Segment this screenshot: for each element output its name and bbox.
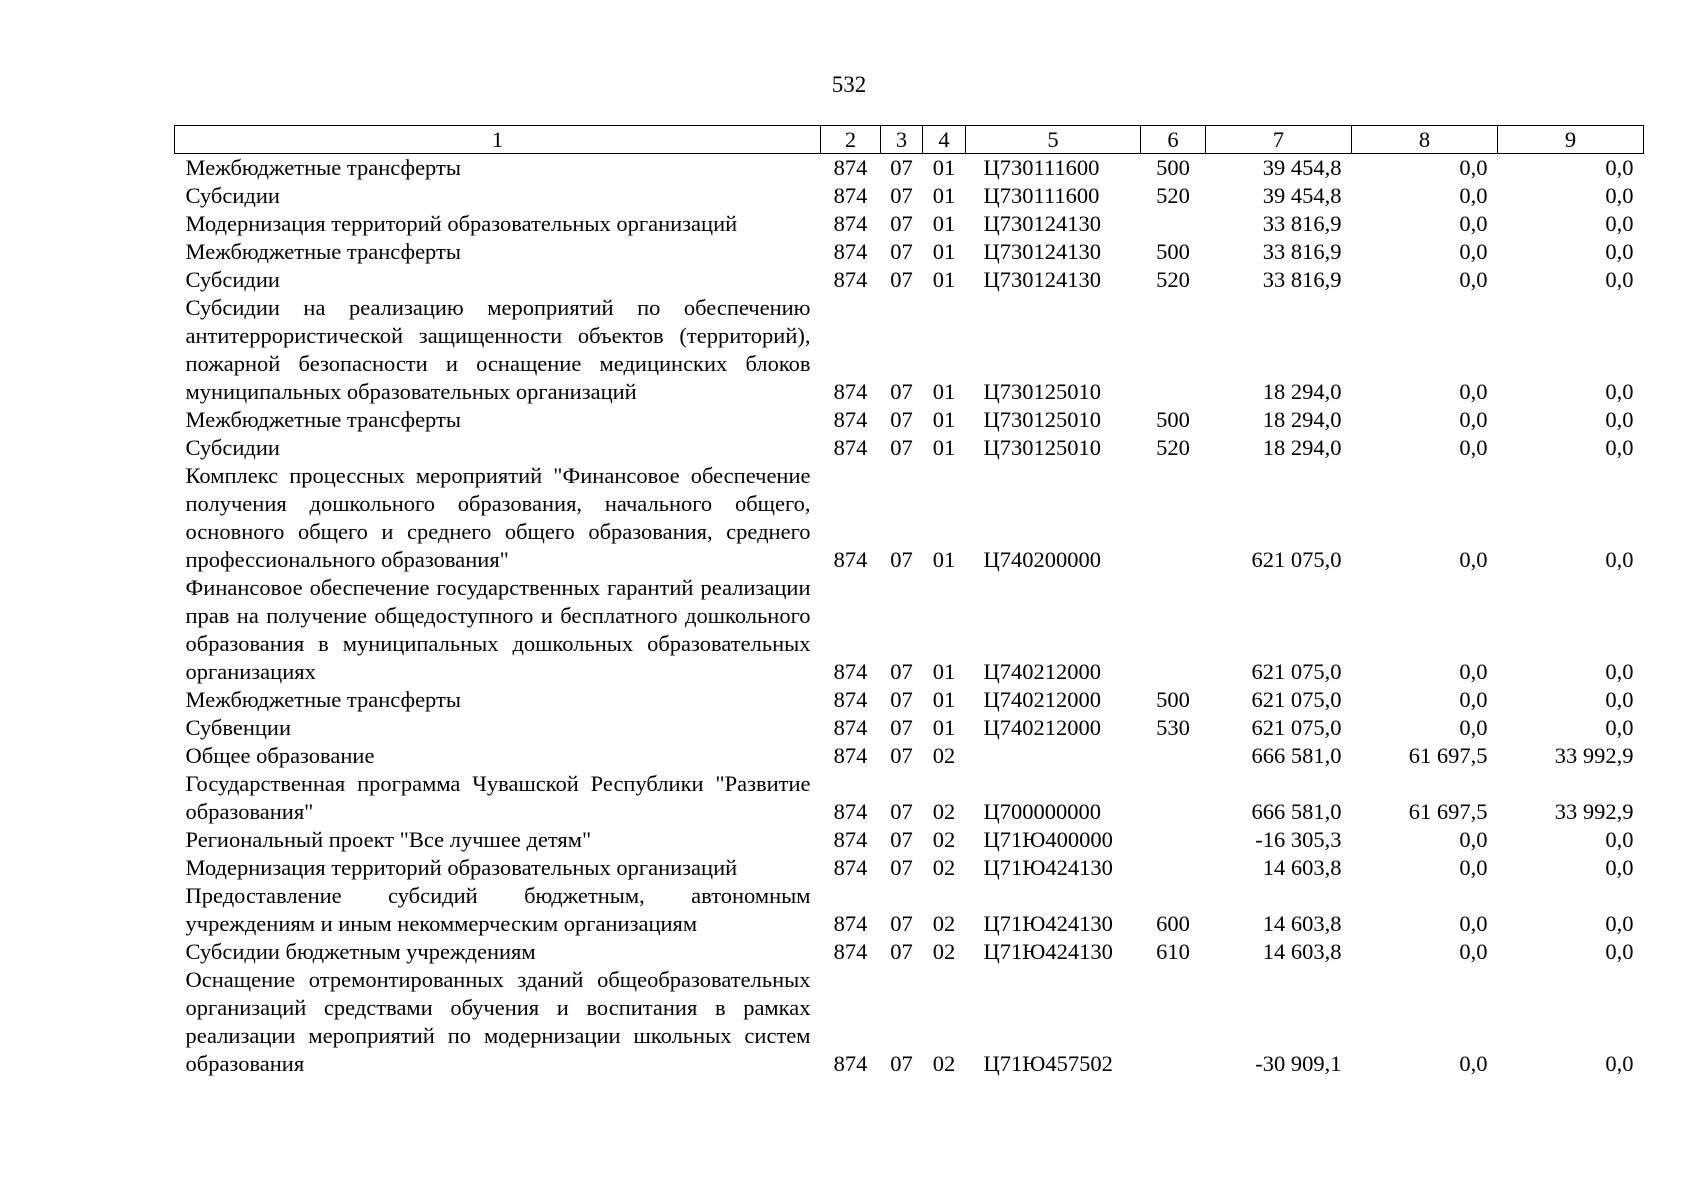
- code-podrazdel: 02: [932, 743, 956, 768]
- amount-col8: 0,0: [1459, 211, 1488, 236]
- table-header: [175, 126, 1644, 154]
- row-label: Межбюджетные трансферты: [185, 239, 461, 264]
- row-label: Субсидии: [185, 435, 280, 460]
- table-row: [175, 294, 1644, 406]
- amount-col7: 33 816,9: [1262, 211, 1342, 236]
- table-row: [175, 854, 1644, 882]
- code-gruppa: 874: [833, 687, 868, 712]
- amount-col7: 14 603,8: [1262, 939, 1342, 964]
- table-row: [175, 238, 1644, 266]
- row-label: Общее образование: [185, 743, 375, 768]
- amount-col7: 666 581,0: [1251, 743, 1342, 768]
- amount-col8: 0,0: [1459, 407, 1488, 432]
- row-label: Субвенции: [185, 715, 291, 740]
- code-gruppa: 874: [833, 799, 868, 824]
- table-row: [175, 742, 1644, 770]
- amount-col9: 0,0: [1605, 939, 1634, 964]
- code-razdel: 07: [890, 659, 913, 684]
- amount-col9: 0,0: [1605, 715, 1634, 740]
- amount-col8: 0,0: [1459, 687, 1488, 712]
- row-label: Модернизация территорий образовательных организаций: [185, 855, 738, 880]
- code-gruppa: 874: [833, 939, 868, 964]
- code-podrazdel: 01: [932, 715, 956, 740]
- row-label: Субсидии на реализацию мероприятий по обеспечению антитеррористической защищенности объектов (территорий), пожарной безопасности и оснащение медицинских блоков муниципальных образовательных организаций: [185, 295, 811, 404]
- code-razdel: 07: [890, 267, 913, 292]
- code-vid: [1141, 462, 1206, 574]
- amount-col7: 621 075,0: [1251, 715, 1342, 740]
- amount-col8: 0,0: [1459, 547, 1488, 572]
- code-gruppa: 874: [833, 379, 868, 404]
- amount-col9: 0,0: [1605, 827, 1634, 852]
- code-vid: [1141, 966, 1206, 1078]
- amount-col9: 0,0: [1605, 183, 1634, 208]
- table-row: [175, 266, 1644, 294]
- code-podrazdel: 02: [932, 1051, 956, 1076]
- column-header: 7: [1206, 126, 1352, 154]
- table-row: [175, 210, 1644, 238]
- amount-col9: 0,0: [1605, 407, 1634, 432]
- code-target: Ц730125010: [983, 435, 1101, 460]
- code-vid: 600: [1156, 911, 1190, 936]
- code-vid: 520: [1156, 267, 1190, 292]
- amount-col8: 0,0: [1459, 715, 1488, 740]
- amount-col8: 0,0: [1459, 379, 1488, 404]
- code-target: Ц730124130: [983, 267, 1101, 292]
- amount-col8: 0,0: [1459, 155, 1488, 180]
- code-gruppa: 874: [833, 407, 868, 432]
- amount-col8: 61 697,5: [1408, 799, 1488, 824]
- column-header: 3: [881, 126, 923, 154]
- row-label: Государственная программа Чувашской Республики "Развитие образования": [185, 771, 811, 824]
- table-row: [175, 882, 1644, 938]
- code-target: Ц71Ю400000: [983, 827, 1113, 852]
- row-label: Межбюджетные трансферты: [185, 407, 461, 432]
- code-target: [966, 742, 1141, 770]
- code-razdel: 07: [890, 687, 913, 712]
- code-gruppa: 874: [833, 183, 868, 208]
- code-razdel: 07: [890, 379, 913, 404]
- amount-col7: 666 581,0: [1251, 799, 1342, 824]
- table-row: [175, 826, 1644, 854]
- code-target: Ц730111600: [983, 155, 1100, 180]
- code-podrazdel: 01: [932, 211, 956, 236]
- amount-col9: 0,0: [1605, 687, 1634, 712]
- amount-col8: 0,0: [1459, 939, 1488, 964]
- amount-col8: 0,0: [1459, 183, 1488, 208]
- table-row: [175, 574, 1644, 686]
- table-row: [175, 434, 1644, 462]
- code-razdel: 07: [890, 239, 913, 264]
- code-razdel: 07: [890, 1051, 913, 1076]
- code-gruppa: 874: [833, 267, 868, 292]
- code-gruppa: 874: [833, 1051, 868, 1076]
- row-label: Субсидии: [185, 183, 280, 208]
- amount-col8: 0,0: [1459, 267, 1488, 292]
- amount-col9: 0,0: [1605, 659, 1634, 684]
- table-row: [175, 770, 1644, 826]
- row-label: Региональный проект "Все лучшее детям": [185, 827, 592, 852]
- code-razdel: 07: [890, 939, 913, 964]
- amount-col7: 18 294,0: [1262, 407, 1342, 432]
- code-razdel: 07: [890, 799, 913, 824]
- code-razdel: 07: [890, 407, 913, 432]
- code-podrazdel: 01: [932, 379, 956, 404]
- amount-col8: 61 697,5: [1408, 743, 1488, 768]
- code-target: Ц71Ю424130: [983, 939, 1113, 964]
- table-row: [175, 182, 1644, 210]
- table-row: [175, 154, 1644, 183]
- code-vid: 520: [1156, 435, 1190, 460]
- code-target: Ц740212000: [983, 687, 1101, 712]
- amount-col7: -30 909,1: [1255, 1051, 1342, 1076]
- code-podrazdel: 01: [932, 155, 956, 180]
- code-razdel: 07: [890, 855, 913, 880]
- amount-col9: 0,0: [1605, 435, 1634, 460]
- column-header: 1: [175, 126, 821, 154]
- row-label: Комплекс процессных мероприятий "Финансовое обеспечение получения дошкольного образования, начального общего, основного общего и среднего общего образования, среднего профессионального образования": [185, 463, 811, 572]
- code-target: Ц730125010: [983, 379, 1101, 404]
- code-vid: [1141, 742, 1206, 770]
- budget-table: [174, 125, 1644, 1078]
- code-razdel: 07: [890, 715, 913, 740]
- amount-col8: 0,0: [1459, 911, 1488, 936]
- amount-col7: 621 075,0: [1251, 547, 1342, 572]
- code-gruppa: 874: [833, 435, 868, 460]
- code-target: Ц740212000: [983, 659, 1101, 684]
- code-target: Ц740200000: [983, 547, 1101, 572]
- code-podrazdel: 02: [932, 939, 956, 964]
- table-row: [175, 406, 1644, 434]
- code-target: Ц71Ю424130: [983, 855, 1113, 880]
- column-header: 4: [923, 126, 966, 154]
- code-vid: [1141, 854, 1206, 882]
- amount-col9: 33 992,9: [1554, 743, 1634, 768]
- row-label: Финансовое обеспечение государственных гарантий реализации прав на получение общедоступного и бесплатного дошкольного образования в муниципальных дошкольных образовательных организациях: [185, 575, 811, 684]
- code-gruppa: 874: [833, 659, 868, 684]
- amount-col9: 0,0: [1605, 855, 1634, 880]
- amount-col9: 0,0: [1605, 239, 1634, 264]
- code-target: Ц71Ю457502: [983, 1051, 1113, 1076]
- amount-col7: 14 603,8: [1262, 911, 1342, 936]
- code-podrazdel: 01: [932, 407, 956, 432]
- code-podrazdel: 01: [932, 267, 956, 292]
- code-target: Ц71Ю424130: [983, 911, 1113, 936]
- row-label: Модернизация территорий образовательных организаций: [185, 211, 738, 236]
- amount-col9: 0,0: [1605, 267, 1634, 292]
- code-target: Ц730124130: [983, 211, 1101, 236]
- row-label: Оснащение отремонтированных зданий общеобразовательных организаций средствами обучения и воспитания в рамках реализации мероприятий по модернизации школьных систем образования: [185, 967, 811, 1076]
- code-target: Ц730125010: [983, 407, 1101, 432]
- code-razdel: 07: [890, 183, 913, 208]
- table-row: [175, 966, 1644, 1078]
- amount-col7: 621 075,0: [1251, 687, 1342, 712]
- column-header: 2: [821, 126, 881, 154]
- table-row: [175, 462, 1644, 574]
- row-label: Межбюджетные трансферты: [185, 687, 461, 712]
- code-gruppa: 874: [833, 155, 868, 180]
- code-gruppa: 874: [833, 743, 868, 768]
- amount-col9: 0,0: [1605, 211, 1634, 236]
- code-vid: 500: [1156, 687, 1190, 712]
- amount-col8: 0,0: [1459, 827, 1488, 852]
- code-vid: [1141, 294, 1206, 406]
- code-gruppa: 874: [833, 239, 868, 264]
- code-podrazdel: 02: [932, 855, 956, 880]
- code-vid: 500: [1156, 155, 1190, 180]
- amount-col7: 33 816,9: [1262, 239, 1342, 264]
- code-vid: [1141, 826, 1206, 854]
- code-podrazdel: 01: [932, 547, 956, 572]
- row-label: Субсидии: [185, 267, 280, 292]
- amount-col7: 39 454,8: [1262, 155, 1342, 180]
- amount-col8: 0,0: [1459, 855, 1488, 880]
- code-gruppa: 874: [833, 715, 868, 740]
- amount-col8: 0,0: [1459, 239, 1488, 264]
- amount-col8: 0,0: [1459, 659, 1488, 684]
- column-header: 5: [966, 126, 1141, 154]
- code-vid: 610: [1156, 939, 1190, 964]
- column-header: 8: [1352, 126, 1498, 154]
- header-row: [175, 126, 1644, 154]
- row-label: Субсидии бюджетным учреждениям: [185, 939, 536, 964]
- table-row: [175, 686, 1644, 714]
- code-podrazdel: 02: [932, 799, 956, 824]
- code-vid: [1141, 574, 1206, 686]
- code-vid: 530: [1156, 715, 1190, 740]
- code-gruppa: 874: [833, 547, 868, 572]
- table-body: [175, 154, 1644, 1079]
- code-vid: 500: [1156, 407, 1190, 432]
- amount-col7: 621 075,0: [1251, 659, 1342, 684]
- code-target: Ц700000000: [983, 799, 1101, 824]
- code-podrazdel: 01: [932, 687, 956, 712]
- code-razdel: 07: [890, 211, 913, 236]
- column-header: 6: [1141, 126, 1206, 154]
- amount-col9: 0,0: [1605, 155, 1634, 180]
- amount-col7: 39 454,8: [1262, 183, 1342, 208]
- code-razdel: 07: [890, 743, 913, 768]
- code-podrazdel: 01: [932, 239, 956, 264]
- code-vid: 500: [1156, 239, 1190, 264]
- code-gruppa: 874: [833, 855, 868, 880]
- amount-col9: 0,0: [1605, 911, 1634, 936]
- code-target: Ц740212000: [983, 715, 1101, 740]
- code-gruppa: 874: [833, 911, 868, 936]
- code-razdel: 07: [890, 911, 913, 936]
- amount-col7: 14 603,8: [1262, 855, 1342, 880]
- amount-col7: 18 294,0: [1262, 379, 1342, 404]
- code-razdel: 07: [890, 155, 913, 180]
- code-target: Ц730124130: [983, 239, 1101, 264]
- code-podrazdel: 02: [932, 911, 956, 936]
- amount-col9: 0,0: [1605, 547, 1634, 572]
- code-podrazdel: 01: [932, 183, 956, 208]
- code-gruppa: 874: [833, 827, 868, 852]
- code-gruppa: 874: [833, 211, 868, 236]
- code-vid: [1141, 770, 1206, 826]
- code-podrazdel: 01: [932, 435, 956, 460]
- amount-col8: 0,0: [1459, 435, 1488, 460]
- amount-col9: 0,0: [1605, 379, 1634, 404]
- row-label: Межбюджетные трансферты: [185, 155, 461, 180]
- code-razdel: 07: [890, 827, 913, 852]
- amount-col9: 0,0: [1605, 1051, 1634, 1076]
- amount-col9: 33 992,9: [1554, 799, 1634, 824]
- amount-col8: 0,0: [1459, 1051, 1488, 1076]
- code-vid: [1141, 210, 1206, 238]
- code-podrazdel: 02: [932, 827, 956, 852]
- column-header: 9: [1498, 126, 1644, 154]
- code-target: Ц730111600: [983, 183, 1100, 208]
- page-number: 532: [831, 72, 867, 97]
- code-razdel: 07: [890, 435, 913, 460]
- code-podrazdel: 01: [932, 659, 956, 684]
- table-row: [175, 714, 1644, 742]
- code-razdel: 07: [890, 547, 913, 572]
- amount-col7: -16 305,3: [1255, 827, 1342, 852]
- table-row: [175, 938, 1644, 966]
- row-label: Предоставление субсидий бюджетным, автономным учреждениям и иным некоммерческим организациям: [185, 883, 811, 936]
- amount-col7: 18 294,0: [1262, 435, 1342, 460]
- amount-col7: 33 816,9: [1262, 267, 1342, 292]
- code-vid: 520: [1156, 183, 1190, 208]
